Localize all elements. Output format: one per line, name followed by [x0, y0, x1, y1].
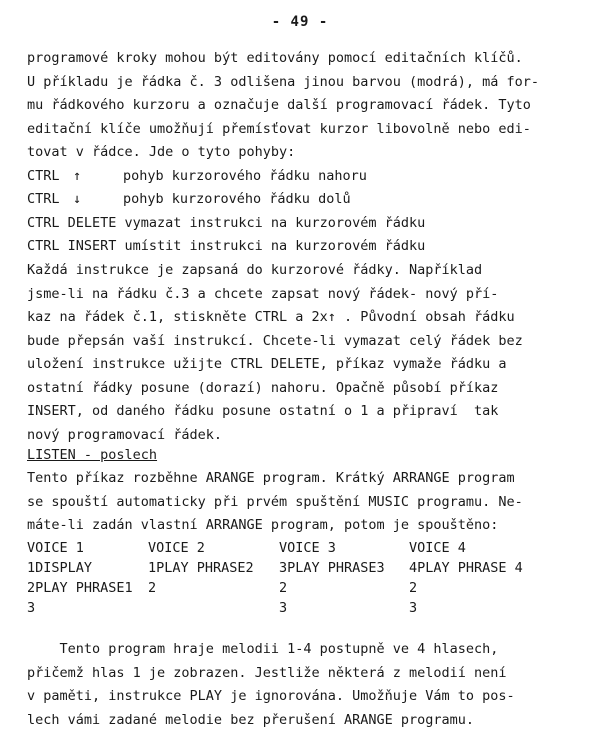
table-cell: 4PLAY PHRASE 4 [409, 560, 523, 576]
key-description: pohyb kurzorového řádku nahoru [123, 167, 367, 184]
table-cell: VOICE 3 [279, 540, 336, 556]
text-line: bude přepsán vaší instrukcí. Chcete-li vymazat celý řádek bez [27, 332, 523, 349]
table-cell: 3 [27, 600, 36, 616]
table-cell: 3 [279, 600, 288, 616]
key-list-item: CTRL DELETE vymazat instrukci na kurzorovém řádku [27, 214, 426, 231]
table-cell: VOICE 1 [27, 540, 84, 556]
arrow-up-icon: ↑ [73, 167, 82, 184]
text-line: INSERT, od daného řádku posune ostatní o 1 a připraví tak [27, 403, 499, 419]
text-line: kaz na řádek č.1, stiskněte CTRL a 2x↑ . Původní obsah řádku [27, 309, 515, 325]
key-name: CTRL [27, 191, 60, 207]
key-name: CTRL [27, 167, 60, 184]
table-row [27, 538, 587, 558]
paragraph-listen [27, 467, 587, 538]
text-line: máte-li zadán vlastní ARRANGE program, potom je spouštěno: [27, 517, 499, 533]
text-line: jsme-li na řádku č.3 a chcete zapsat nový řádek- nový pří- [27, 285, 499, 302]
table-cell: VOICE 2 [148, 540, 205, 556]
text-line: ostatní řádky posune (dorazí) nahoru. Opačně působí příkaz [27, 379, 499, 396]
table-cell: 2 [409, 580, 418, 596]
table-row [27, 598, 587, 618]
table-row [27, 578, 587, 598]
paragraph-editing-keys [27, 47, 587, 259]
paragraph-program-description [27, 638, 587, 732]
text-line: v paměti, instrukce PLAY je ignorována. Umožňuje Vám to pos- [27, 688, 515, 704]
section-heading-listen: LISTEN - poslech [27, 447, 158, 463]
table-cell: 3PLAY PHRASE3 [279, 560, 385, 576]
text-line: editační klíče umožňují přemísťovat kurzor libovolně nebo edi- [27, 120, 531, 137]
page-number: - 49 - [271, 14, 329, 30]
table-cell: 2PLAY PHRASE1 [27, 580, 133, 596]
text-line: lech vámi zadané melodie bez přerušení ARANGE programu. [27, 711, 475, 728]
text-line: Každá instrukce je zapsaná do kurzorové řádky. Například [27, 262, 483, 278]
text-line: mu řádkového kurzoru a označuje další programovací řádek. Tyto [27, 97, 531, 113]
text-line: se spouští automaticky při prvém spuštění MUSIC programu. Ne- [27, 493, 523, 510]
text-line: nový programovací řádek. [27, 426, 223, 443]
table-cell: 1DISPLAY [27, 560, 93, 576]
table-row [27, 558, 587, 578]
arrow-down-icon: ↓ [73, 191, 82, 207]
text-line: tovat v řádce. Jde o tyto pohyby: [27, 144, 296, 160]
text-line: programové kroky mohou být editovány pomocí editačních klíčů. [27, 50, 523, 66]
key-list-item [27, 165, 587, 189]
key-list-item [27, 188, 587, 212]
key-list-item: CTRL INSERT umístit instrukci na kurzorovém řádku [27, 238, 426, 254]
table-cell: 2 [279, 580, 288, 596]
text-line: přičemž hlas 1 je zobrazen. Jestliže některá z melodií není [27, 664, 507, 681]
text-line: Tento program hraje melodii 1-4 postupně ve 4 hlasech, [27, 641, 499, 657]
arrange-program-table [27, 538, 587, 618]
text-line: U příkladu je řádka č. 3 odlišena jinou barvou (modrá), má for- [27, 73, 540, 90]
text-line: Tento příkaz rozběhne ARANGE program. Krátký ARRANGE program [27, 470, 515, 486]
key-description: pohyb kurzorového řádku dolů [123, 191, 351, 207]
paragraph-cursor-line [27, 259, 587, 447]
table-cell: 3 [409, 600, 418, 616]
table-cell: VOICE 4 [409, 540, 466, 556]
text-line: uložení instrukce užijte CTRL DELETE, příkaz vymaže řádku a [27, 356, 507, 372]
table-cell: 2 [148, 580, 157, 596]
table-cell: 1PLAY PHRASE2 [148, 560, 254, 576]
